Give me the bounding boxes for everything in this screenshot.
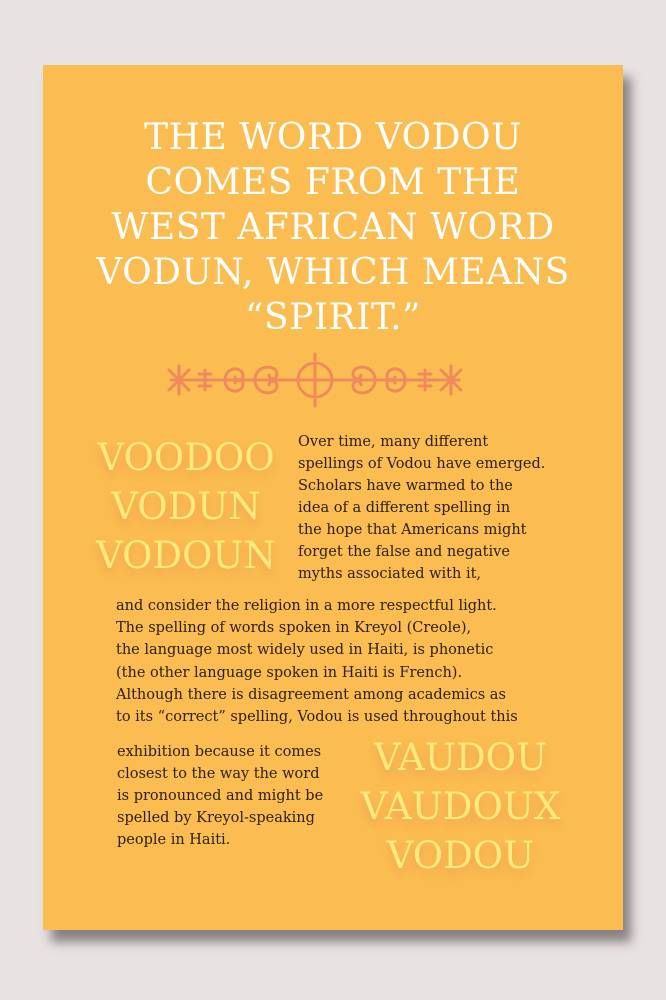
paragraph-line: the hope that Americans might bbox=[298, 522, 527, 538]
spelling-variant: VODUN bbox=[111, 485, 261, 528]
paragraph-line: The spelling of words spoken in Kreyol (Creole), bbox=[116, 620, 472, 637]
paragraph-line: (the other language spoken in Haiti is French). bbox=[116, 664, 463, 681]
headline-line: “SPIRIT.” bbox=[245, 297, 421, 338]
paragraph-top bbox=[298, 431, 545, 585]
veve-ornament-icon bbox=[165, 352, 465, 408]
paragraph-middle bbox=[116, 595, 518, 728]
paragraph-line: forget the false and negative bbox=[298, 544, 510, 560]
paragraph-line: Although there is disagreement among academics as bbox=[116, 686, 506, 703]
headline-line: THE WORD VODOU bbox=[144, 117, 522, 158]
paragraph-line: and consider the religion in a more respectful light. bbox=[116, 598, 497, 614]
spelling-variant: VODOU bbox=[386, 834, 535, 877]
spellings-right bbox=[348, 733, 573, 880]
paragraph-line: to its “correct” spelling, Vodou is used throughout this bbox=[116, 709, 518, 726]
exhibit-panel bbox=[43, 65, 623, 930]
paragraph-line: closest to the way the word bbox=[117, 766, 320, 782]
paragraph-line: Scholars have warmed to the bbox=[298, 478, 513, 494]
spelling-variant: VAUDOUX bbox=[360, 785, 561, 828]
paragraph-line: is pronounced and might be bbox=[117, 788, 324, 804]
paragraph-line: exhibition because it comes bbox=[117, 744, 322, 760]
headline bbox=[43, 115, 623, 340]
paragraph-line: the language most widely used in Haiti, is phonetic bbox=[116, 642, 494, 659]
paragraph-line: myths associated with it, bbox=[298, 566, 482, 582]
paragraph-line: people in Haiti. bbox=[117, 832, 231, 848]
paragraph-bottom bbox=[117, 741, 323, 851]
paragraph-line: Over time, many different bbox=[298, 434, 489, 450]
spelling-variant: VAUDOU bbox=[373, 736, 548, 779]
paragraph-line: idea of a different spelling in bbox=[298, 500, 511, 516]
headline-line: COMES FROM THE bbox=[145, 162, 521, 203]
paragraph-line: spelled by Kreyol-speaking bbox=[117, 810, 315, 826]
paragraph-line: spellings of Vodou have emerged. bbox=[298, 456, 546, 472]
headline-line: VODUN, WHICH MEANS bbox=[96, 252, 570, 293]
spelling-variant: VODOUN bbox=[96, 534, 276, 577]
spelling-variant: VOODOO bbox=[97, 436, 275, 479]
headline-line: WEST AFRICAN WORD bbox=[111, 207, 555, 248]
spellings-left bbox=[91, 433, 281, 580]
